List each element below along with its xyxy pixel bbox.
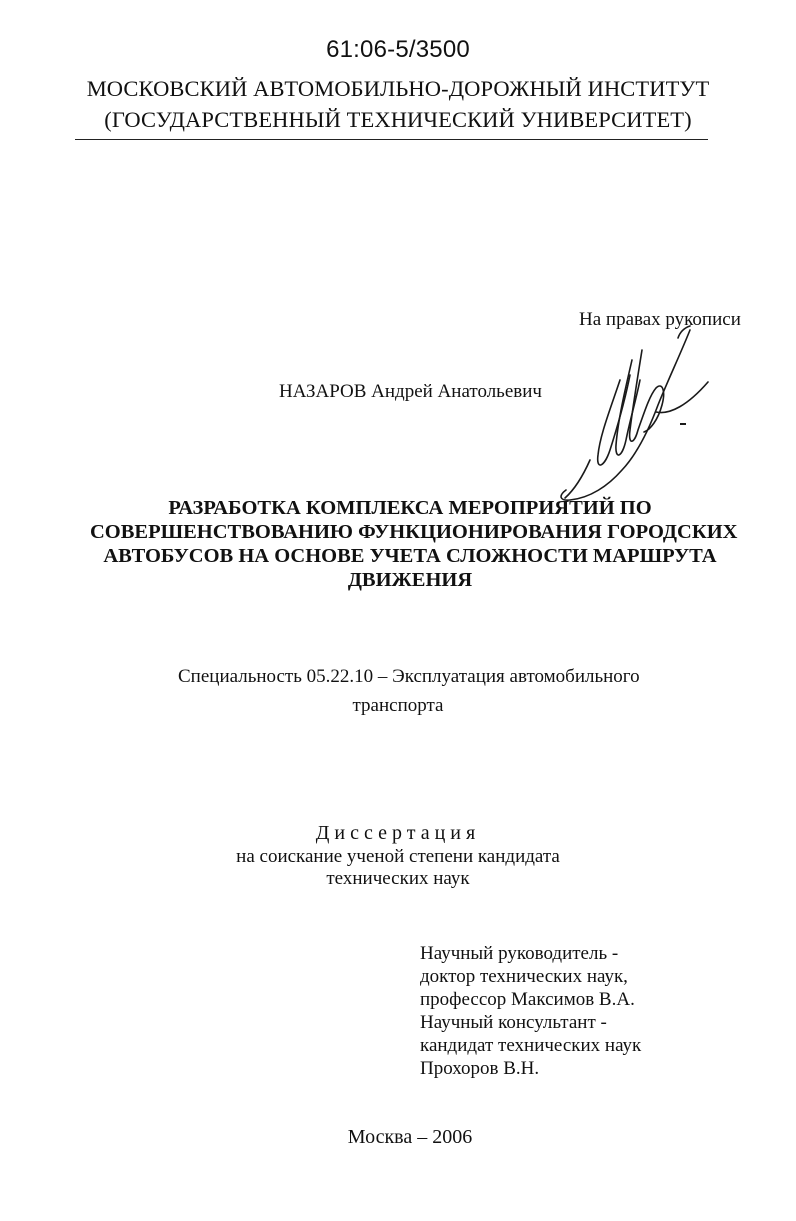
supervisor-line: Научный руководитель - — [420, 943, 619, 964]
city-year: Москва – 2006 — [347, 1126, 473, 1148]
handwritten-signature — [530, 320, 720, 520]
institution-name: МОСКОВСКИЙ АВТОМОБИЛЬНО-ДОРОЖНЫЙ ИНСТИТУТ — [86, 76, 710, 101]
degree-field-line: технических наук — [326, 868, 470, 889]
degree-line: на соискание ученой степени кандидата — [236, 846, 560, 867]
manuscript-rights-note: На правах рукописи — [579, 309, 741, 330]
dissertation-heading: Диссертация — [315, 822, 481, 844]
supervisor-line: кандидат технических наук — [420, 1035, 642, 1056]
title-line: РАЗРАБОТКА КОМПЛЕКСА МЕРОПРИЯТИЙ ПО — [168, 497, 652, 519]
institution-subtitle: (ГОСУДАРСТВЕННЫЙ ТЕХНИЧЕСКИЙ УНИВЕРСИТЕТ) — [104, 107, 692, 132]
title-line: СОВЕРШЕНСТВОВАНИЮ ФУНКЦИОНИРОВАНИЯ ГОРОДСКИХ — [90, 521, 738, 543]
title-line: АВТОБУСОВ НА ОСНОВЕ УЧЕТА СЛОЖНОСТИ МАРШРУТА — [103, 545, 717, 567]
title-line: ДВИЖЕНИЯ — [347, 569, 473, 591]
supervisors-block — [420, 942, 780, 1080]
specialty-line: Специальность 05.22.10 – Эксплуатация автомобильного — [178, 666, 640, 687]
supervisor-line: доктор технических наук, — [420, 966, 628, 987]
supervisor-line: Прохоров В.Н. — [420, 1058, 540, 1079]
author-name: НАЗАРОВ Андрей Анатольевич — [279, 381, 542, 402]
supervisor-line: профессор Максимов В.А. — [420, 989, 635, 1010]
archive-code: 61:06-5/3500 — [326, 36, 470, 63]
supervisor-line: Научный консультант - — [420, 1012, 607, 1033]
specialty-line-continued: транспорта — [352, 695, 444, 716]
header-divider — [75, 139, 708, 140]
